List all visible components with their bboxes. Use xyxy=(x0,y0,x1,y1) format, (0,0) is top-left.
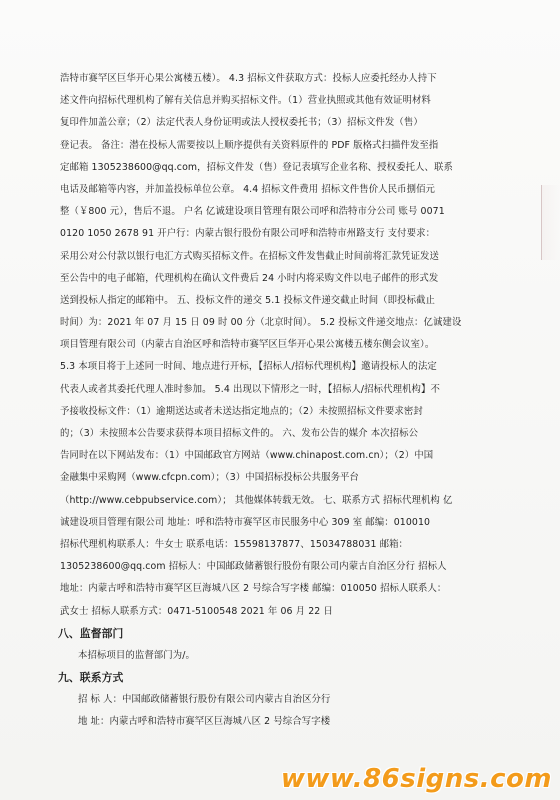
paragraph-line: 诚建设项目管理有限公司 地址：呼和浩特市赛罕区市民服务中心 309 室 邮编：010010 xyxy=(60,516,431,528)
paragraph-line: 述文件向招标代理机构了解有关信息并购买招标文件。（1）营业执照或其他有效证明材料 xyxy=(60,95,431,107)
paragraph-line: 登记表。 备注：潜在投标人需要按以上顺序提供有关资料原件的 PDF 版格式扫描件发至指 xyxy=(60,139,439,151)
section-heading-contact: 九、联系方式 xyxy=(58,671,124,685)
paragraph-line: 1305238600@qq.com 招标人：中国邮政储蓄银行股份有限公司内蒙古自治区分行 招标人 xyxy=(60,561,447,573)
paragraph-line: （http://www.cebpubservice.com）； 其他媒体转载无效。 七、联系方式 招标代理机构 亿 xyxy=(60,494,453,506)
side-seal-mark xyxy=(541,185,560,260)
paragraph-line: 代表人或者其委托代理人准时参加。 5.4 出现以下情形之一时，【招标人/招标代理机构】不 xyxy=(60,383,440,395)
supervision-text: 本招标项目的监督部门为/。 xyxy=(78,649,195,661)
paragraph-line: 项目管理有限公司（内蒙古自治区呼和浩特市赛罕区巨华开心果公寓楼五楼东侧会议室）。 xyxy=(60,339,435,351)
paragraph-line: 复印件加盖公章；（2）法定代表人身份证明或法人授权委托书；（3）招标文件发（售） xyxy=(60,117,423,129)
paragraph-line: 电话及邮箱等内容，并加盖投标单位公章。 4.4 招标文件费用 招标文件售价人民币捌佰元 xyxy=(60,183,436,195)
paragraph-line: 武女士 招标人联系方式：0471-5100548 2021 年 06 月 22 日 xyxy=(60,605,333,617)
paragraph-line: 整（￥800 元），售后不退。 户名 亿诚建设项目管理有限公司呼和浩特市分公司 账号 0071 xyxy=(60,206,445,218)
paragraph-line: 送到投标人指定的邮箱中。 五、投标文件的递交 5.1 投标文件递交截止时间（即投标截止 xyxy=(60,294,436,306)
paragraph-line: 招标代理机构联系人：牛女士 联系电话：15598137877、15034788031 邮箱： xyxy=(60,538,409,550)
paragraph-line: 予接收投标文件：（1）逾期送达或者未送达指定地点的；（2）未按照招标文件要求密封 xyxy=(60,405,423,417)
paragraph-line: 告同时在以下网站发布：（1）中国邮政官方网站（www.chinapost.com.cn）；（2）中国 xyxy=(60,450,434,462)
paragraph-line: 定邮箱 1305238600@qq.com，招标文件发（售）登记表填写企业名称、授权委托人、联系 xyxy=(60,161,453,173)
paragraph-line: 5.3 本项目将于上述同一时间、地点进行开标，【招标人/招标代理机构】邀请投标人的法定 xyxy=(60,361,437,373)
contact-line: 招 标 人：中国邮政储蓄银行股份有限公司内蒙古自治区分行 xyxy=(78,694,331,706)
section-heading-supervision: 八、监督部门 xyxy=(58,626,124,640)
paragraph-line: 时间）为：2021 年 07 月 15 日 09 时 00 分（北京时间）。 5.2 投标文件递交地点：亿诚建设 xyxy=(60,317,462,329)
document-body xyxy=(60,68,518,734)
paragraph-line: 采用公对公付款以银行电汇方式购买招标文件。在招标文件发售截止时间前将汇款凭证发送 xyxy=(60,250,440,262)
paragraph-line: 0120 1050 2678 91 开户行：内蒙古银行股份有限公司呼和浩特市州路支行 支付要求： xyxy=(60,228,436,240)
paragraph-line: 至公告中的电子邮箱，代理机构在确认文件费后 24 小时内将采购文件以电子邮件的形式发 xyxy=(60,272,439,284)
paragraph-line: 地址：内蒙古呼和浩特市赛罕区巨海城八区 2 号综合写字楼 邮编：010050 招标人联系人： xyxy=(60,583,447,595)
paragraph-line: 浩特市赛罕区巨华开心果公寓楼五楼）。 4.3 招标文件获取方式：投标人应委托经办人持下 xyxy=(60,73,437,84)
watermark-text: www.86signs.com xyxy=(280,764,552,794)
paragraph-line: 的；（3）未按照本公告要求获得本项目招标文件的。 六、发布公告的媒介 本次招标公 xyxy=(60,428,419,439)
contact-line: 地 址：内蒙古呼和浩特市赛罕区巨海城八区 2 号综合写字楼 xyxy=(78,716,331,728)
paragraph-line: 金融集中采购网（www.cfcpn.com）；（3）中国招标投标公共服务平台 xyxy=(60,472,360,484)
